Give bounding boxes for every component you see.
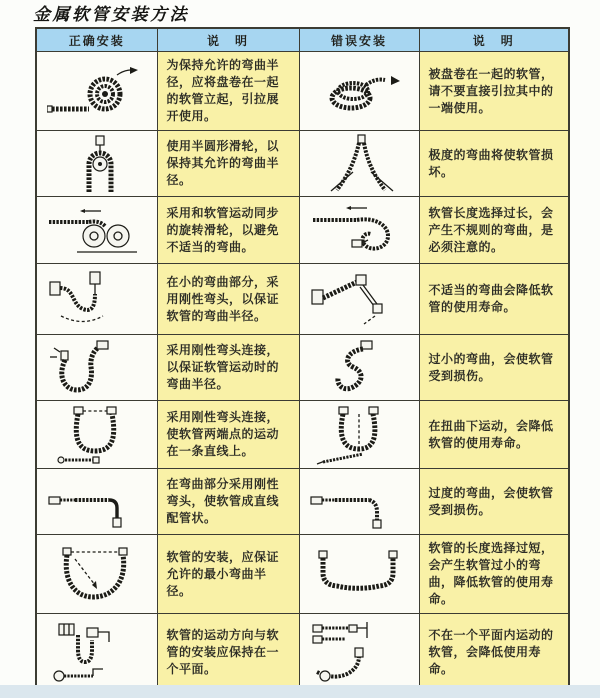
table-row	[36, 131, 569, 197]
correct-image-cell	[36, 614, 157, 692]
too-short-hose-icon	[309, 543, 409, 605]
correct-image-cell	[36, 197, 157, 264]
improper-bend-icon	[309, 268, 409, 330]
correct-desc-cell: 使用半圆形滑轮，以保持其允许的弯曲半径。	[157, 131, 299, 197]
correct-desc-cell: 软管的运动方向与软管的安装应保持在一个平面。	[157, 614, 299, 692]
semicircular-pulley-icon	[47, 134, 147, 194]
rigid-elbow-connection-icon	[47, 339, 147, 397]
correct-desc-cell: 采用刚性弯头连接，使软管两端点的运动在一条直线上。	[157, 401, 299, 469]
flat-coil-pulled-icon	[309, 61, 409, 121]
wrong-image-cell	[299, 264, 419, 335]
correct-desc-cell: 为保持允许的弯曲半径，应将盘卷在一起的软管立起，引拉展开使用。	[157, 52, 299, 131]
table-row	[36, 469, 569, 535]
rigid-elbow-small-bend-icon	[47, 268, 147, 330]
table-row	[36, 264, 569, 335]
same-plane-motion-icon	[47, 620, 147, 686]
table-row	[36, 197, 569, 264]
table-row	[36, 614, 569, 692]
wrong-image-cell	[299, 401, 419, 469]
table-row	[36, 535, 569, 614]
correct-image-cell	[36, 264, 157, 335]
table-row	[36, 401, 569, 469]
header-description-1: 说 明	[157, 28, 299, 52]
table-row	[36, 335, 569, 401]
correct-image-cell	[36, 131, 157, 197]
too-small-bend-icon	[309, 339, 409, 397]
table-row	[36, 52, 569, 131]
header-description-2: 说 明	[419, 28, 569, 52]
twisted-motion-icon	[309, 404, 409, 466]
wrong-image-cell	[299, 197, 419, 264]
correct-desc-cell: 采用和软管运动同步的旋转滑轮，以避免不适当的弯曲。	[157, 197, 299, 264]
min-bend-radius-icon	[47, 543, 147, 605]
header-wrong-install: 错误安装	[299, 28, 419, 52]
wrong-image-cell	[299, 535, 419, 614]
u-shape-straight-motion-icon	[47, 404, 147, 466]
synchronized-pulleys-icon	[47, 200, 147, 260]
installation-table	[35, 27, 570, 693]
wrong-desc-cell: 被盘卷在一起的软管，请不要直接引拉其中的一端使用。	[419, 52, 569, 131]
page-title: 金属软管安装方法	[33, 5, 189, 25]
out-of-plane-motion-icon	[309, 620, 409, 686]
wrong-image-cell	[299, 131, 419, 197]
wrong-image-cell	[299, 52, 419, 131]
correct-image-cell	[36, 401, 157, 469]
upright-coil-unroll-icon	[47, 61, 147, 121]
wrong-desc-cell: 过小的弯曲，会使软管受到损伤。	[419, 335, 569, 401]
page-bottom-strip	[0, 685, 600, 698]
wrong-desc-cell: 软管的长度选择过短，会产生软管过小的弯曲，降低软管的使用寿命。	[419, 535, 569, 614]
correct-desc-cell: 软管的安装，应保证允许的最小弯曲半径。	[157, 535, 299, 614]
correct-image-cell	[36, 469, 157, 535]
wrong-desc-cell: 过度的弯曲，会使软管受到损伤。	[419, 469, 569, 535]
wrong-image-cell	[299, 614, 419, 692]
correct-image-cell	[36, 535, 157, 614]
extreme-bend-icon	[309, 134, 409, 194]
over-bend-icon	[309, 472, 409, 532]
correct-desc-cell: 在小的弯曲部分，采用刚性弯头，以保证软管的弯曲半径。	[157, 264, 299, 335]
straight-pipe-elbow-icon	[47, 472, 147, 532]
correct-desc-cell: 采用刚性弯头连接，以保证软管运动时的弯曲半径。	[157, 335, 299, 401]
wrong-image-cell	[299, 335, 419, 401]
correct-image-cell	[36, 335, 157, 401]
header-correct-install: 正确安装	[36, 28, 157, 52]
wrong-desc-cell: 软管长度选择过长，会产生不规则的弯曲，是必须注意的。	[419, 197, 569, 264]
wrong-desc-cell: 极度的弯曲将使软管损坏。	[419, 131, 569, 197]
too-long-loop-icon	[309, 200, 409, 260]
header-row	[36, 28, 569, 52]
wrong-desc-cell: 不适当的弯曲会降低软管的使用寿命。	[419, 264, 569, 335]
correct-image-cell	[36, 52, 157, 131]
wrong-image-cell	[299, 469, 419, 535]
correct-desc-cell: 在弯曲部分采用刚性弯头，使软管成直线配管状。	[157, 469, 299, 535]
wrong-desc-cell: 不在一个平面内运动的软管，会降低使用寿命。	[419, 614, 569, 692]
wrong-desc-cell: 在扭曲下运动，会降低软管的使用寿命。	[419, 401, 569, 469]
